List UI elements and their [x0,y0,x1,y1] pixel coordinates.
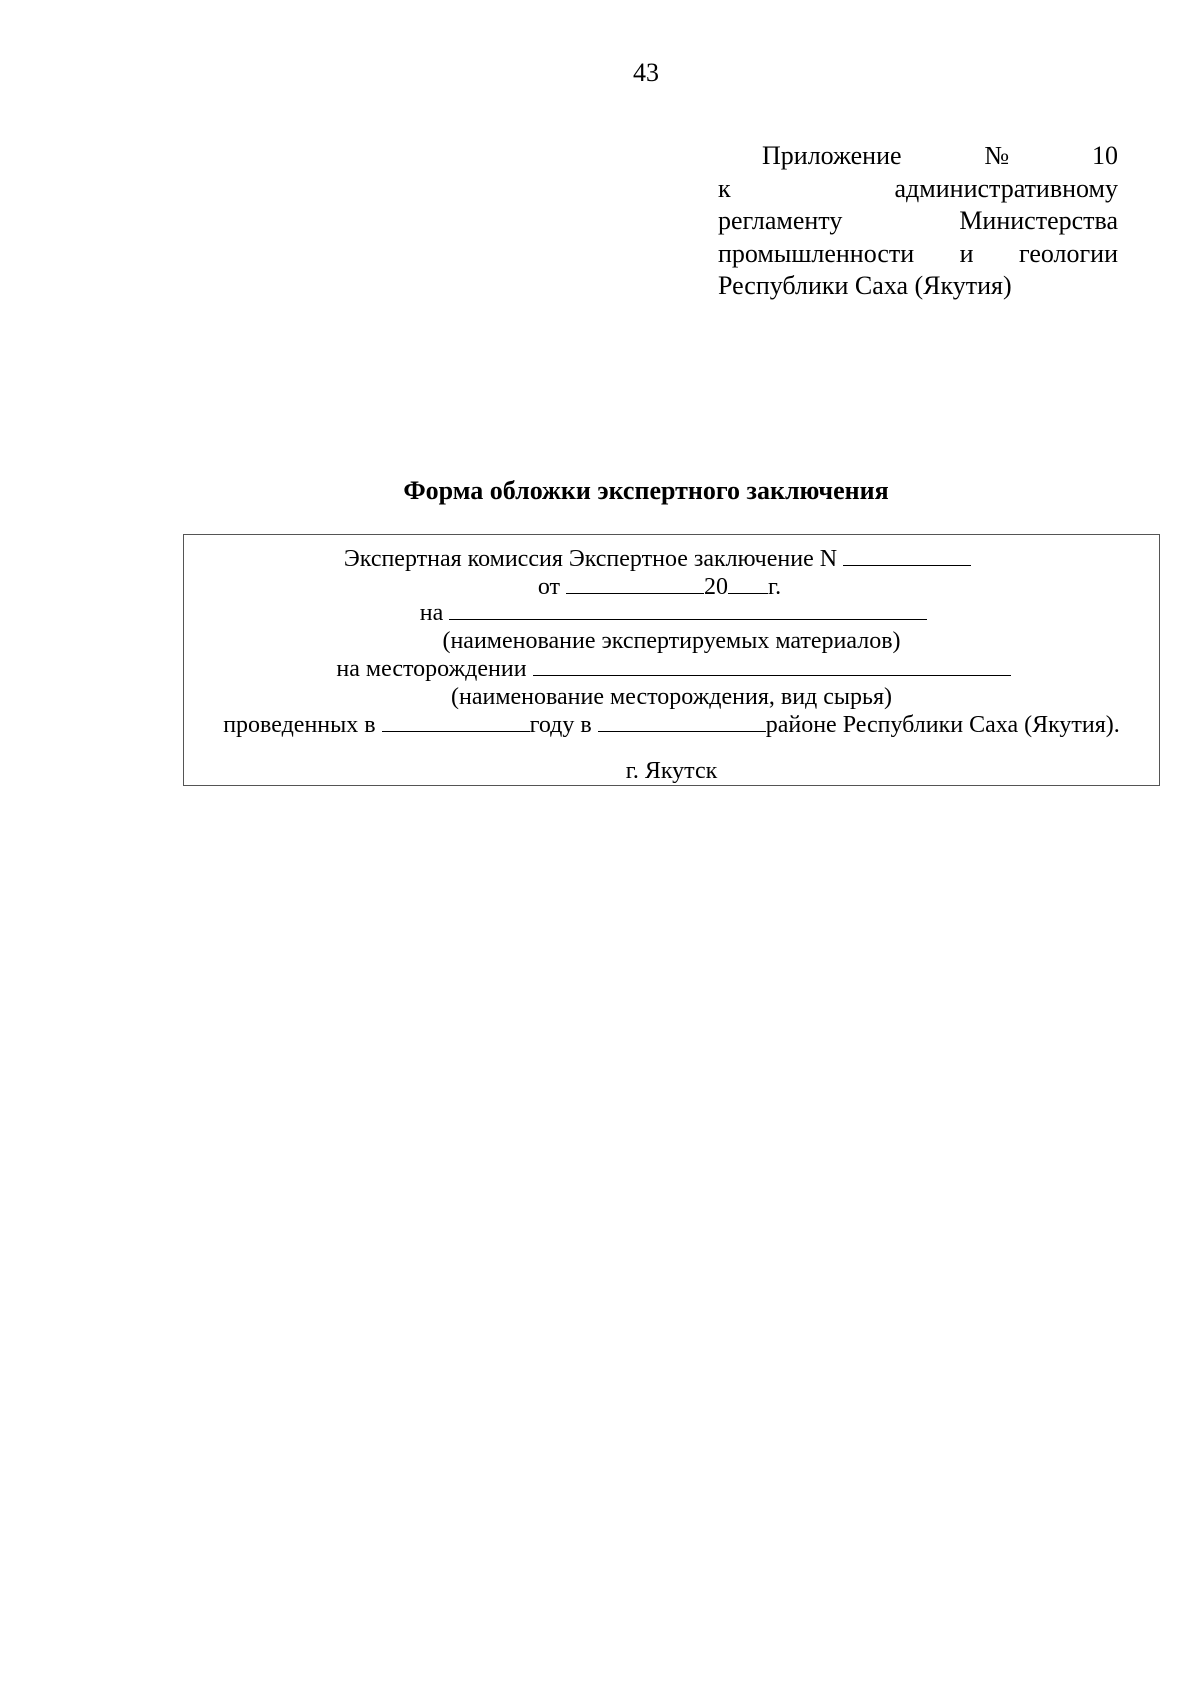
appendix-word: промышленности [718,238,915,268]
cover-line-date [172,573,1147,601]
appendix-line-5: Республики Саха (Якутия) [718,271,1012,300]
materials-blank [449,599,927,620]
appendix-word: регламенту [718,206,843,235]
deposit-blank [533,655,1011,676]
appendix-line-2 [718,173,1118,206]
city-label: г. Якутск [625,758,718,784]
appendix-line-4 [718,238,1118,271]
conducted-suffix: районе Республики Саха (Якутия). [765,712,1120,738]
year-blank [728,573,768,594]
date-blank [566,573,704,594]
cover-line-commission [170,545,1145,573]
conducted-prefix: проведенных в [223,712,376,738]
conclusion-number-blank [843,545,971,566]
year-prefix: 20 [704,574,729,600]
conducted-year-blank [382,711,530,732]
deposit-prefix: на месторождении [336,656,527,682]
deposit-caption: (наименование месторождения, вид сырья) [451,684,892,710]
appendix-line-1 [718,140,1118,173]
date-prefix: от [537,574,561,600]
document-title: Форма обложки экспертного заключения [403,476,889,505]
appendix-line-3 [718,205,1118,238]
conducted-middle: году в [529,712,592,738]
appendix-word: геологии [1019,238,1118,268]
appendix-word: административному [894,173,1118,203]
materials-caption: (наименование экспертируемых материалов) [442,628,901,654]
cover-line-conducted [184,711,1159,739]
commission-label: Экспертная комиссия Экспертное заключение N [343,546,838,572]
cover-form-box [183,534,1160,786]
appendix-number-sign: № [984,141,1010,170]
appendix-word: Министерства [959,206,1118,235]
page-number: 43 [633,58,659,87]
cover-line-materials [186,599,1161,627]
cover-line-deposit [186,655,1161,683]
appendix-word: к [718,173,731,203]
year-suffix: г. [768,574,782,600]
appendix-number: 10 [1091,141,1118,170]
appendix-word: и [959,238,974,268]
appendix-word: Приложение [762,141,902,170]
materials-prefix: на [419,600,444,626]
district-blank [598,711,766,732]
appendix-header [718,140,1118,303]
